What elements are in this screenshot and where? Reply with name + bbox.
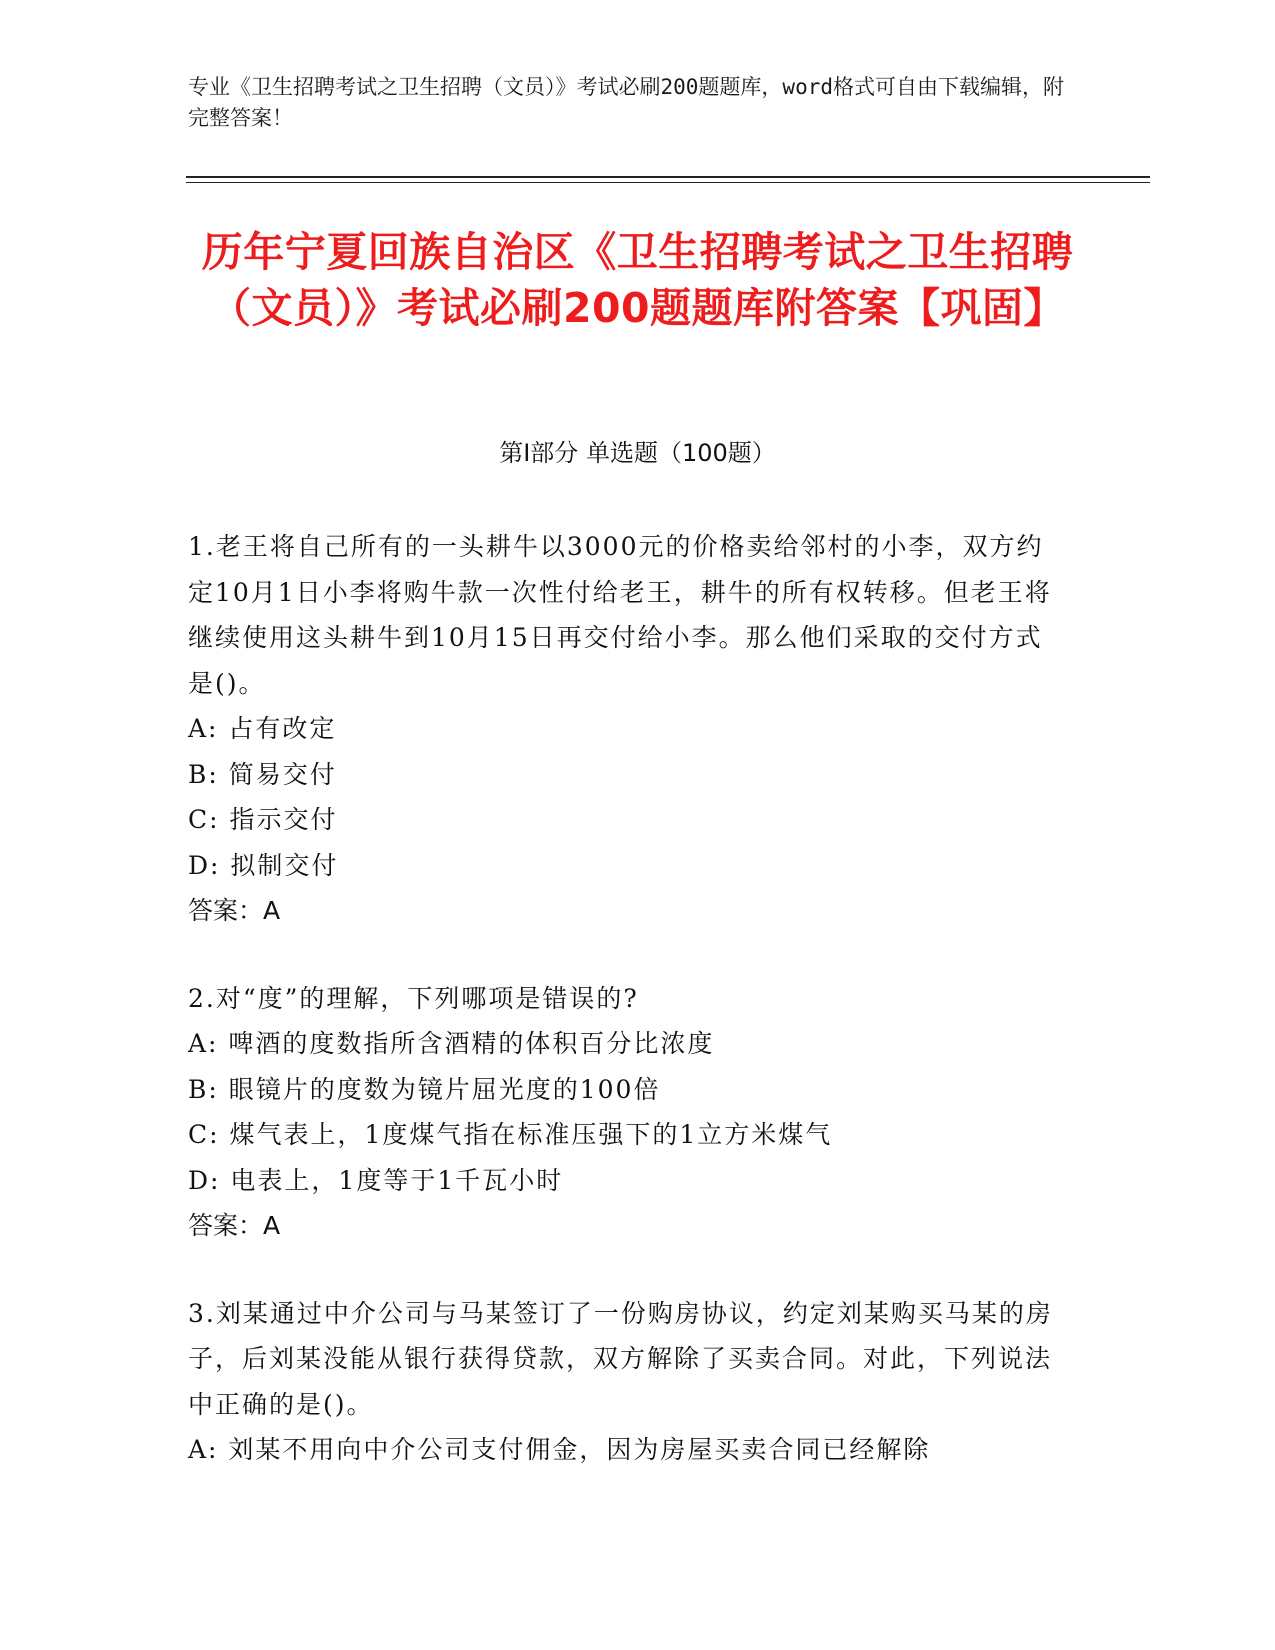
question-option-a: A: 啤酒的度数指所含酒精的体积百分比浓度: [188, 1029, 715, 1058]
question-option-d: D: 电表上，1度等于1千瓦小时: [188, 1165, 564, 1195]
question-option-a: A: 占有改定: [188, 714, 337, 743]
question-option-c: C: 指示交付: [188, 805, 338, 834]
document-title: 历年宁夏回族自治区《卫生招聘考试之卫生招聘（文员）》考试必刷200题题库附答案【巩固】: [201, 228, 1074, 332]
question-option-b: B: 简易交付: [188, 759, 337, 789]
question-answer: 答案：A: [188, 896, 281, 925]
question-option-d: D: 拟制交付: [188, 850, 339, 880]
question-option-a: A: 刘某不用向中介公司支付佣金，因为房屋买卖合同已经解除: [188, 1435, 931, 1464]
section-title: 第Ⅰ部分 单选题（100题）: [499, 439, 776, 467]
question-option-c: C: 煤气表上，1度煤气指在标准压强下的1立方米煤气: [188, 1120, 833, 1149]
header-divider-thick: [186, 176, 1150, 178]
question-stem: 1.老王将自己所有的一头耕牛以3000元的价格卖给邻村的小李，双方约定10月1日小李将购牛款一次性付给老王，耕牛的所有权转移。但老王将继续使用这头耕牛到10月15日再交付给小李。那么他们采取的交付方式是()。: [188, 532, 1052, 698]
question-option-b: B: 眼镜片的度数为镜片屈光度的100倍: [188, 1074, 661, 1104]
header-note: 专业《卫生招聘考试之卫生招聘（文员）》考试必刷200题题库，word格式可自由下载编辑，附完整答案！: [188, 75, 1064, 130]
question-list: [188, 524, 1068, 1515]
question-1: [188, 524, 1068, 934]
header-divider-thin: [186, 182, 1150, 183]
question-3: [188, 1291, 1068, 1473]
question-stem: 2.对“度”的理解，下列哪项是错误的?: [188, 983, 639, 1013]
question-2: [188, 976, 1068, 1249]
question-answer: 答案：A: [188, 1211, 281, 1240]
question-stem: 3.刘某通过中介公司与马某签订了一份购房协议，约定刘某购买马某的房子，后刘某没能从银行获得贷款，双方解除了买卖合同。对此，下列说法中正确的是()。: [188, 1298, 1053, 1419]
